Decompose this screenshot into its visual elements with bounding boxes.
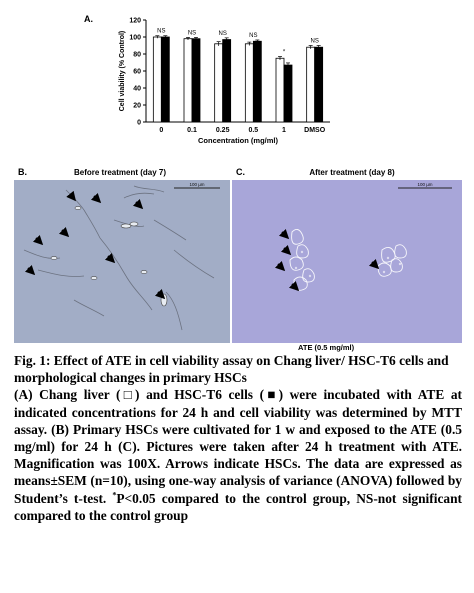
caption-body-text-end: P<0.05 compared to the control group, NS-not significant compared to the control group <box>14 490 462 523</box>
caption-body <box>14 386 462 524</box>
bar <box>276 58 284 122</box>
bar <box>315 47 323 122</box>
x-tick-label: 1 <box>282 127 286 134</box>
panel-a-label: A. <box>84 14 93 24</box>
caption-body-text: (A) Chang liver (□) and HSC-T6 cells (■) were incubated with ATE at indicated concentrations for 24 h and cell viability was determined by MTT assay. (B) Primary HSCs were cultivated for 1 w and exposed to the ATE (0.5 mg/ml) for 24 h (C). Pictures were taken after 24 h treatment with ATE. Magnification was 100X. Arrows indicate HSCs. The data are expressed as means±SEM (n=10), using one-way analysis of variance (ANOVA) followed by Student’s t-test. <box>14 387 462 506</box>
x-axis-label: Concentration (mg/ml) <box>198 136 278 145</box>
y-tick-label: 120 <box>129 17 141 25</box>
bar <box>245 44 253 122</box>
caption-title: Fig. 1: Effect of ATE in cell viability assay on Chang liver/ HSC-T6 cells and morphological changes in primary HSCs <box>14 353 449 386</box>
y-tick-label: 60 <box>133 68 141 76</box>
bar <box>223 40 231 122</box>
bar <box>284 65 292 122</box>
caption-significance-mark: * <box>112 490 117 500</box>
significance-label: NS <box>218 30 227 37</box>
panel-b-micrograph <box>14 180 230 343</box>
significance-label: NS <box>310 38 319 45</box>
panel-c-micrograph <box>232 180 462 343</box>
significance-label: NS <box>187 30 197 37</box>
bar-chart <box>0 0 474 160</box>
panel-b-label: B. <box>18 167 27 177</box>
bar <box>253 41 261 122</box>
bar <box>184 39 192 122</box>
significance-label: NS <box>249 32 258 39</box>
x-tick-label: 0.1 <box>187 127 197 134</box>
x-tick-label: DMSO <box>304 127 326 134</box>
x-tick-label: 0.25 <box>215 127 230 134</box>
x-tick-label: 0 <box>159 127 164 134</box>
panel-c-title: After treatment (day 8) <box>309 168 395 177</box>
significance-label: NS <box>157 28 166 35</box>
figure-caption <box>14 352 462 524</box>
scale-bar-label: 100 µm <box>189 182 205 187</box>
cell-clusters <box>290 229 406 290</box>
scale-bar-label: 100 µm <box>417 182 433 187</box>
scale-bar <box>174 182 220 188</box>
scale-bar <box>398 182 452 188</box>
bar <box>153 37 161 122</box>
x-tick-label: 0.5 <box>248 127 259 134</box>
significance-label: * <box>282 49 286 56</box>
dose-label: ATE (0.5 mg/ml) <box>298 343 355 352</box>
y-tick-label: 80 <box>133 51 141 59</box>
cell-arrows <box>278 232 378 290</box>
bar <box>192 39 200 122</box>
bar <box>161 37 169 122</box>
cell-arrows <box>28 194 164 298</box>
y-axis-label: Cell viability (% Control) <box>119 30 126 112</box>
bar <box>215 44 223 122</box>
panel-b-title: Before treatment (day 7) <box>73 168 167 177</box>
y-tick-label: 0 <box>137 119 141 127</box>
y-tick-label: 100 <box>129 34 141 42</box>
bar <box>307 47 315 122</box>
y-tick-label: 40 <box>133 85 141 93</box>
panel-c-label: C. <box>236 167 245 177</box>
cell-dots <box>295 251 401 277</box>
y-tick-label: 20 <box>133 102 141 110</box>
